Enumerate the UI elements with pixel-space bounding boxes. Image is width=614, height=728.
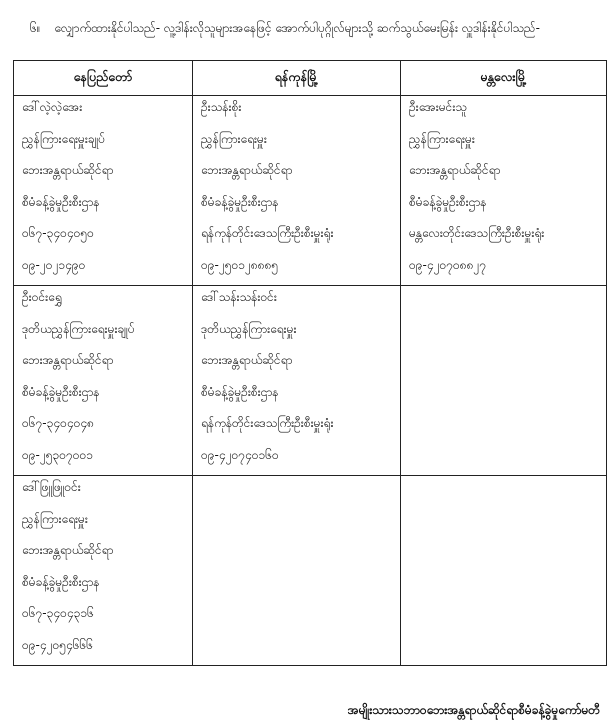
contact-cell bbox=[14, 286, 193, 476]
contact-title: ညွှန်ကြားရေးမှူး bbox=[201, 131, 267, 146]
contact-mobile: ၀၉-၂၅၀၁၂၈၈၈၅ bbox=[201, 257, 279, 272]
contact-office: မန္တလေးတိုင်းဒေသကြီးဦးစီးမှူးရုံး bbox=[409, 226, 545, 240]
contact-office: ရန်ကုန်တိုင်းဒေသကြီးဦးစီးမှူးရုံး bbox=[201, 416, 334, 430]
contact-cell bbox=[193, 286, 401, 476]
contact-office: ရန်ကုန်တိုင်းဒေသကြီးဦးစီးမှူးရုံး bbox=[201, 226, 334, 240]
contacts-table bbox=[13, 60, 607, 666]
contact-department: ဘေးအန္တရာယ်ဆိုင်ရာ bbox=[201, 163, 293, 177]
contact-department: စီမံခန့်ခွဲမှုဦးစီးဌာန bbox=[22, 384, 100, 399]
contact-mobile: ၀၉-၄၂၀၅၄၆၆၆ bbox=[22, 637, 93, 652]
contact-name: ဒေါ်ဖြူဖြူဝင်း bbox=[22, 480, 81, 494]
contact-phone: ၀၆၇-၃၄၀၄၀၄၈ bbox=[22, 416, 94, 430]
table-row bbox=[14, 286, 607, 476]
contact-department: စီမံခန့်ခွဲမှုဦးစီးဌာန bbox=[201, 194, 279, 209]
contact-name: ဒေါ်လဲ့လဲ့အေး bbox=[22, 100, 83, 114]
contact-name: ဒေါ်သန်းသန်းဝင်း bbox=[201, 290, 277, 304]
contact-title: ဒုတိယညွှန်ကြားရေးမှူးချုပ် bbox=[22, 321, 135, 336]
contact-phone: ၀၆၇-၃၄၀၄၀၅၀ bbox=[22, 226, 94, 240]
contact-department: စီမံခန့်ခွဲမှုဦးစီးဌာန bbox=[409, 194, 487, 209]
table-header-row bbox=[14, 61, 607, 96]
contact-cell bbox=[401, 96, 607, 286]
paragraph-number: ၆။ bbox=[30, 21, 41, 35]
header-mandalay: မန္တလေးမြို့ bbox=[401, 61, 607, 96]
empty-cell bbox=[401, 286, 607, 476]
empty-cell bbox=[401, 476, 607, 666]
header-naypyitaw: နေပြည်တော် bbox=[14, 61, 193, 96]
contact-mobile: ၀၉-၂၀၂၁၄၉၀ bbox=[22, 257, 86, 272]
contact-cell bbox=[14, 96, 193, 286]
contact-mobile: ၀၉-၄၂၀၇၄၀၁၆၀ bbox=[201, 447, 279, 462]
footer-committee-name: အမျိုးသားသဘာဝဘေးအန္တရာယ်ဆိုင်ရာစီမံခန့်ခွဲမှုကော်မတီ bbox=[347, 703, 600, 717]
header-yangon: ရန်ကုန်မြို့ bbox=[193, 61, 401, 96]
contact-title: ညွှန်ကြားရေးမှူး bbox=[22, 511, 88, 526]
contact-department: စီမံခန့်ခွဲမှုဦးစီးဌာန bbox=[201, 384, 279, 399]
contact-department: ဘေးအန္တရာယ်ဆိုင်ရာ bbox=[201, 353, 293, 367]
intro-text: လျှောက်ထားနိုင်ပါသည်- လူ့ဒါန်းလိုသူများအနေဖြင့် အောက်ပါပုဂ္ဂိုလ်များသို့ ဆက်သွယ်မေးမြန်း လှူဒါန်းနိုင်ပါသည်- bbox=[54, 21, 540, 35]
contact-cell bbox=[193, 96, 401, 286]
contact-mobile: ၀၉-၂၅၃၀၇၀၀၁ bbox=[22, 447, 93, 462]
contact-department: ဘေးအန္တရာယ်ဆိုင်ရာ bbox=[22, 543, 114, 557]
contact-title: ဒုတိယညွှန်ကြားရေးမှူး bbox=[201, 321, 297, 336]
contact-department: ဘေးအန္တရာယ်ဆိုင်ရာ bbox=[22, 353, 114, 367]
contact-name: ဦးဝင်းရွှေ bbox=[22, 290, 62, 304]
empty-cell bbox=[193, 476, 401, 666]
contact-department: စီမံခန့်ခွဲမှုဦးစီးဌာန bbox=[22, 194, 100, 209]
contact-title: ညွှန်ကြားရေးမှူး bbox=[409, 131, 475, 146]
intro-paragraph bbox=[30, 18, 600, 38]
contact-department: ဘေးအန္တရာယ်ဆိုင်ရာ bbox=[22, 163, 114, 177]
table-row bbox=[14, 476, 607, 666]
contact-phone: ၀၆၇-၃၄၀၄၃၁၆ bbox=[22, 606, 94, 620]
contact-title: ညွှန်ကြားရေးမှူးချုပ် bbox=[22, 131, 106, 146]
contact-department: ဘေးအန္တရာယ်ဆိုင်ရာ bbox=[409, 163, 501, 177]
contact-name: ဦးအေးမင်းသူ bbox=[409, 100, 467, 114]
contact-mobile: ၀၉-၄၂၀၇၀၈၈၂၇ bbox=[409, 257, 487, 272]
table-row bbox=[14, 96, 607, 286]
contact-department: စီမံခန့်ခွဲမှုဦးစီးဌာန bbox=[22, 574, 100, 589]
contact-name: ဦးသန်းစိုး bbox=[201, 100, 242, 114]
contact-cell bbox=[14, 476, 193, 666]
